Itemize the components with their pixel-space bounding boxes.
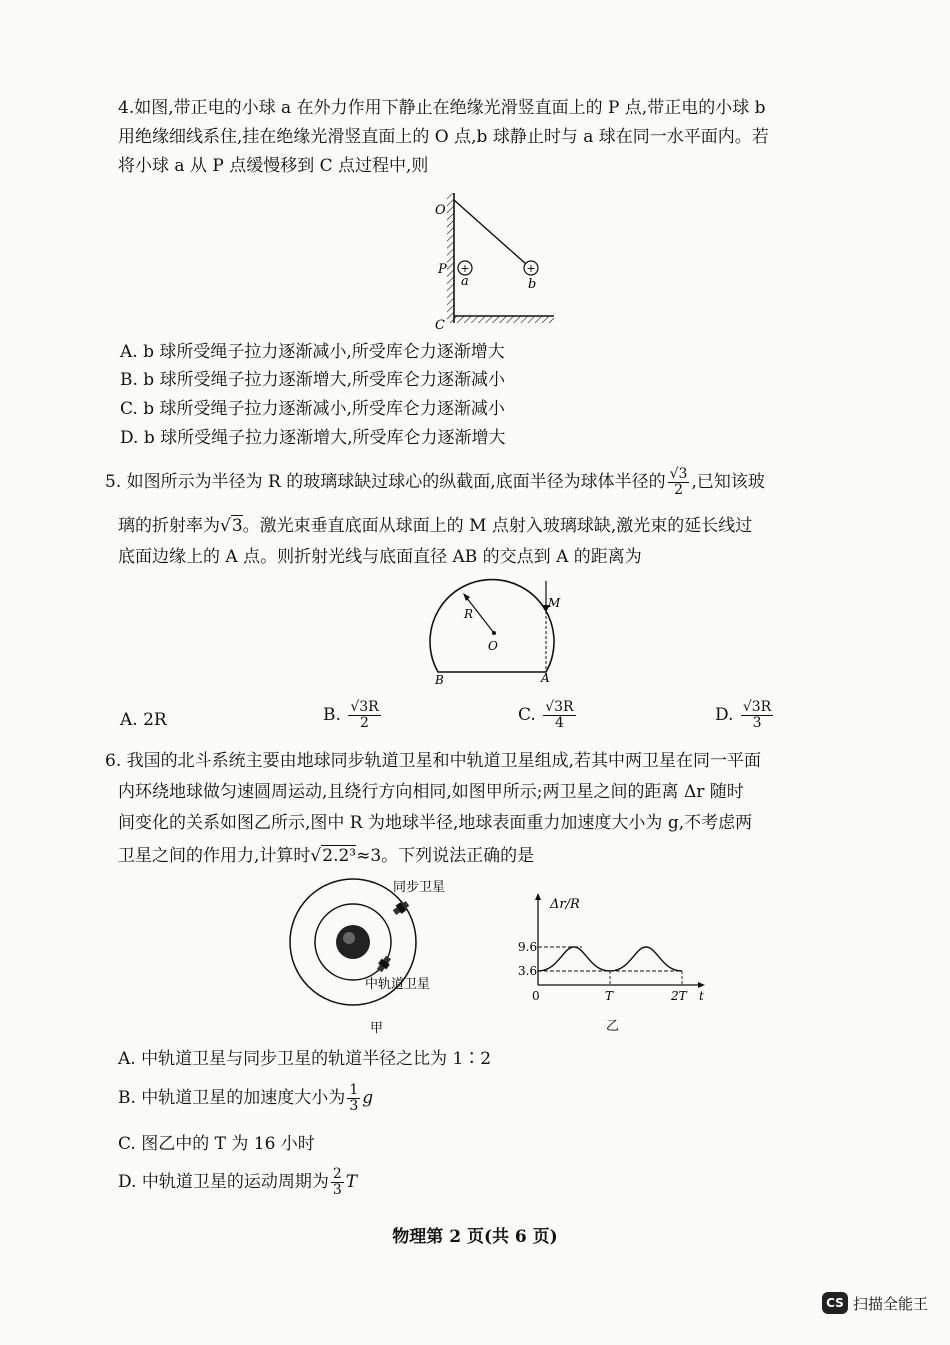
q6-t1: T [605, 989, 614, 1003]
q6-caption-yi: 乙 [606, 1019, 620, 1034]
q5-option-a-value: 2R [143, 710, 167, 730]
q5-option-b-num: √3R [350, 699, 379, 715]
q5-option-d-num: √3R [742, 699, 772, 715]
q6-caption-jia: 甲 [370, 1021, 384, 1036]
q4-option-c: C. b 球所受绳子拉力逐渐减小,所受库仑力逐渐减小 [120, 399, 505, 419]
q5-option-c [518, 700, 578, 731]
q5-line-2-end: 。激光束垂直底面从球面上的 M 点射入玻璃球缺,激光束的延长线过 [242, 516, 753, 536]
q6-y-high: 9.6 [518, 940, 538, 954]
scanner-watermark [822, 1292, 928, 1314]
q6-y-low: 3.6 [518, 964, 538, 978]
q5-option-c-den: 4 [554, 715, 564, 731]
q6-ylabel: Δr/R [550, 897, 580, 912]
q6-option-d-end: T [345, 1172, 358, 1192]
q4-label-a: a [461, 274, 469, 289]
q6-mid-label: 中轨道卫星 [365, 977, 431, 992]
q4-label-O: O [435, 203, 446, 218]
q4-line-1: 4.如图,带正电的小球 a 在外力作用下静止在绝缘光滑竖直面上的 P 点,带正电的小球 b [118, 98, 766, 118]
q6-sqrt: 2.2³ [322, 846, 357, 866]
q5-line-2: 璃的折射率为√3。激光束垂直底面从球面上的 M 点射入玻璃球缺,激光束的延长线过 [118, 516, 753, 536]
q5-sqrt: 3 [231, 516, 243, 536]
q5-label-M: M [548, 596, 561, 610]
q6-line-4: 卫星之间的作用力,计算时√2.2³≈3。下列说法正确的是 [118, 846, 535, 866]
q5-frac-den: 2 [674, 482, 684, 498]
q4-line-3: 将小球 a 从 P 点缓慢移到 C 点过程中,则 [118, 156, 429, 176]
q5-fraction [668, 467, 690, 498]
q6-line-4-text: 卫星之间的作用力,计算时 [118, 846, 311, 866]
q4-plus-a: + [460, 262, 470, 275]
q4-option-d: D. b 球所受绳子拉力逐渐增大,所受库仑力逐渐增大 [120, 428, 506, 448]
q5-line-1-end: ,已知该玻 [691, 472, 765, 492]
q6-line-2: 内环绕地球做匀速圆周运动,且绕行方向相同,如图甲所示;两卫星之间的距离 Δr 随时 [118, 782, 744, 802]
q5-option-b-den: 2 [360, 715, 369, 731]
q6-option-b-text: B. 中轨道卫星的加速度大小为 [118, 1088, 346, 1108]
q6-xlabel: t [699, 989, 704, 1003]
q6-origin: 0 [532, 989, 540, 1003]
q6-line-4-end: ≈3。下列说法正确的是 [356, 846, 535, 866]
q5-option-b [323, 700, 383, 731]
q5-option-d-den: 3 [752, 715, 762, 731]
q5-line-3: 底面边缘上的 A 点。则折射光线与底面直径 AB 的交点到 A 的距离为 [118, 547, 642, 567]
q5-option-d [715, 700, 775, 731]
q5-line-1 [105, 467, 765, 498]
q4-option-a: A. b 球所受绳子拉力逐渐减小,所受库仑力逐渐增大 [120, 342, 505, 362]
q4-plus-b: + [526, 262, 536, 275]
q6-figure-jia [285, 872, 465, 1037]
scanner-logo-icon: CS [822, 1292, 848, 1314]
q6-option-c: C. 图乙中的 T 为 16 小时 [118, 1134, 315, 1154]
q6-sync-label: 同步卫星 [393, 880, 446, 895]
q6-line-1: 6. 我国的北斗系统主要由地球同步轨道卫星和中轨道卫星组成,若其中两卫星在同一平面 [105, 751, 762, 771]
q6-option-d-num: 2 [332, 1166, 342, 1182]
q4-label-b: b [528, 277, 537, 292]
q5-option-d-label: D. [715, 705, 734, 725]
q5-option-b-label: B. [323, 705, 341, 725]
q5-option-a-label: A. [120, 710, 138, 730]
q6-line-3: 间变化的关系如图乙所示,图中 R 为地球半径,地球表面重力加速度大小为 g,不考虑两 [118, 813, 753, 833]
scanner-watermark-text: 扫描全能王 [852, 1294, 928, 1313]
q5-label-O: O [488, 639, 498, 653]
q4-option-b: B. b 球所受绳子拉力逐渐增大,所受库仑力逐渐减小 [120, 370, 505, 390]
q6-option-d-den: 3 [332, 1182, 342, 1198]
q5-line-2-text: 璃的折射率为 [118, 516, 220, 536]
q4-label-P: P [438, 262, 447, 277]
q6-t2: 2T [671, 989, 687, 1003]
q6-option-d [118, 1167, 357, 1198]
q5-option-c-num: √3R [545, 699, 574, 715]
q4-figure [425, 185, 565, 335]
q6-option-a: A. 中轨道卫星与同步卫星的轨道半径之比为 1∶2 [118, 1049, 492, 1069]
q6-option-b-end: g [362, 1088, 374, 1108]
q5-option-c-label: C. [518, 705, 536, 725]
q6-option-b-num: 1 [349, 1082, 359, 1098]
q5-label-B: B [435, 673, 444, 687]
q4-label-C: C [435, 318, 445, 333]
q6-option-b [118, 1083, 373, 1114]
q5-label-A: A [541, 671, 550, 685]
q6-option-d-text: D. 中轨道卫星的运动周期为 [118, 1172, 329, 1192]
q5-frac-num: √3 [669, 466, 688, 482]
q5-option-a [120, 709, 167, 731]
q5-figure [420, 575, 580, 687]
q6-figure-yi [508, 890, 718, 1035]
q4-line-2: 用绝缘细线系住,挂在绝缘光滑竖直面上的 O 点,b 球静止时与 a 球在同一水平面内。若 [118, 127, 769, 147]
q5-line-1-text: 5. 如图所示为半径为 R 的玻璃球缺过球心的纵截面,底面半径为球体半径的 [105, 472, 666, 492]
q5-label-R: R [464, 607, 474, 621]
page-footer: 物理第 2 页(共 6 页) [392, 1227, 558, 1247]
q6-option-b-den: 3 [349, 1098, 359, 1114]
